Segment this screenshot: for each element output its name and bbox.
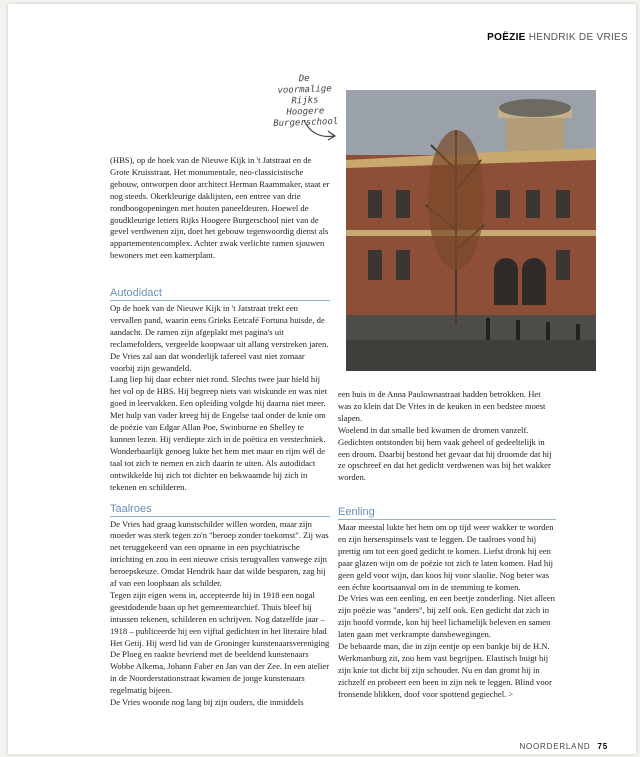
paragraph: Woelend in dat smalle bed kwamen de dromen vanzelf. Gedichten ontstonden bij hem vaak geheel of gedeeltelijk in een droom. Daarbij bestond het gevaar dat hij droomde dat hij ze opschreef en dat het gedicht verdwenen was bij het wakker worden. <box>338 424 552 483</box>
right-column-bottom <box>338 499 556 701</box>
paragraph: Op de hoek van de Nieuwe Kijk in 't Jatstraat trekt een vervallen pand, waarin eens Grieks Eetcafé Fortuna huisde, de aandacht. De ramen zijn afgeplakt met pagina's uit reclamefolders, vergeelde koopwaar uit allang verstreken jaren. De Vries zal aan dat wonderlijk tafereel vast niet zomaar voorbij zijn gewandeld. <box>110 303 329 373</box>
paragraph: een huis in de Anna Paulownastraat hadden betrokken. Het was zo klein dat De Vries in de keuken in een bedstee moest slapen. <box>338 389 546 423</box>
left-column <box>110 280 330 709</box>
page-footer <box>519 742 608 751</box>
section-heading-eenling: Eenling <box>338 506 375 518</box>
intro-paragraph: (HBS), op de hoek van de Nieuwe Kijk in 't Jatstraat en de Grote Kruisstraat. Het monumentale, neo-classicistische gebouw, ontworpen door architect Herman Raammaker, staat er nog steeds. Okerkleurige daklijsten, een entree van drie rondboogopeningen met houten paneeldeuren. Hoewel de goudkleurige letters Rijks Hoogere Burgerschool niet van de gevel verdwenen zijn, doet het gebouw tegenwoordig dienst als appartementencomplex. Achter zwak verlichte ramen sjouwen bewoners met een kamerplant. <box>110 155 330 261</box>
section-heading-autodidact: Autodidact <box>110 287 162 299</box>
building-photo <box>346 90 596 371</box>
photo-caption: De voormalige Rijks Hoogere Burgerschool <box>273 73 339 130</box>
page-header <box>478 32 628 43</box>
author-label: HENDRIK DE VRIES <box>528 32 628 43</box>
section-heading-taalroes: Taalroes <box>110 502 152 515</box>
intro-column <box>110 155 330 262</box>
magazine-page <box>8 4 636 754</box>
paragraph: De Vries was een eenling, en een beetje zonderling. Niet alleen zijn poëzie was "anders", hij zelf ook. Een gedicht dat zich in zijn hoofd vormde, kon hij heel lichamelijk beleven en samen laten gaan met verkrampte dansbewegingen. <box>338 593 555 640</box>
caption-arrow-icon <box>300 116 340 144</box>
paragraph: De bebaarde man, die in zijn eentje op een bankje bij de H.N. Werkmanburg zit, zou hem vast begrijpen. Elastisch buigt hij zijn knie tot dicht bij zijn schouder. Nu en dan gromt hij in zichzelf en probeert een been in zijn nek te leggen. Blind voor fronsende blikken, doof voor spottend gegiechel. > <box>338 641 552 699</box>
section-label: POËZIE <box>487 32 526 43</box>
paragraph: De Vries had graag kunstschilder willen worden, maar zijn moeder was sterk tegen zo'n "beroep zonder toekomst". Zij was net teruggekeerd van een opname in een psychiatrische inrichting en zou in een nieuwe crisis terugvallen vanwege zijn beroepskeuze. Omdat Hendrik haar dat wilde besparen, zag hij af van een loopbaan als schilder. <box>110 518 329 589</box>
heading-rule <box>110 300 330 301</box>
magazine-name: NOORDERLAND <box>519 742 591 751</box>
page-number: 75 <box>597 742 608 751</box>
heading-rule <box>338 519 556 520</box>
paragraph: De Vries woonde nog lang bij zijn ouders, die inmiddels <box>110 697 304 708</box>
right-column-top <box>338 389 556 484</box>
paragraph: Maar meestal lukte het hem om op tijd weer wakker te worden en zijn hersenspinsels vast te leggen. De taalroes vond hij prettig om tot een goed gedicht te komen. Liefst dronk hij een paar glazen wijn om de poëzie tot zich te laten komen. Had hij geen geld voor wijn, dan koos hij voor slaolie. Nog beter was een échte koortsaanval om in de stemming te komen. <box>338 522 554 592</box>
heading-rule <box>110 516 330 517</box>
paragraph: Lang liep hij daar echter niet rond. Slechts twee jaar hield hij het vol op de HBS. Hij begreep niets van wiskunde en was niet goed in leervakken. Een opleiding volgde hij daarna niet meer. Met hulp van vader kreeg hij de Engelse taal onder de knie om de poëzie van Edgar Allan Poe, Swinburne en Shelley te kunnen lezen. Hij verdiepte zich in de poëtica en verstechniek. Wonderbaarlijk genoeg lukte het hem met maar en rijm wél de taal tot zich te nemen en zich daarin te uiten. Als autodidact ontwikkelde hij zich tot dichter en bekwaamde hij zich in tekenen en schilderen. <box>110 374 327 492</box>
paragraph: Tegen zijn eigen wens in, accepteerde hij in 1918 een nogal geestdodende baan op het gemeentearchief. Thuis bleef hij intussen tekenen, schilderen en schrijven. Nog datzelfde jaar – 1918 – publiceerde hij een vijftal gedichten in het literaire blad Het Getij. Hij werd lid van de Groninger kunstenaarsvereniging De Ploeg en raakte bevriend met de beeldend kunstenaars Wobbe Alkema, Johann Faber en Jan van der Zee. In een atelier in de Noorderstationstraat kwamen de jonge kunstenaars regelmatig bijeen. <box>110 589 330 696</box>
